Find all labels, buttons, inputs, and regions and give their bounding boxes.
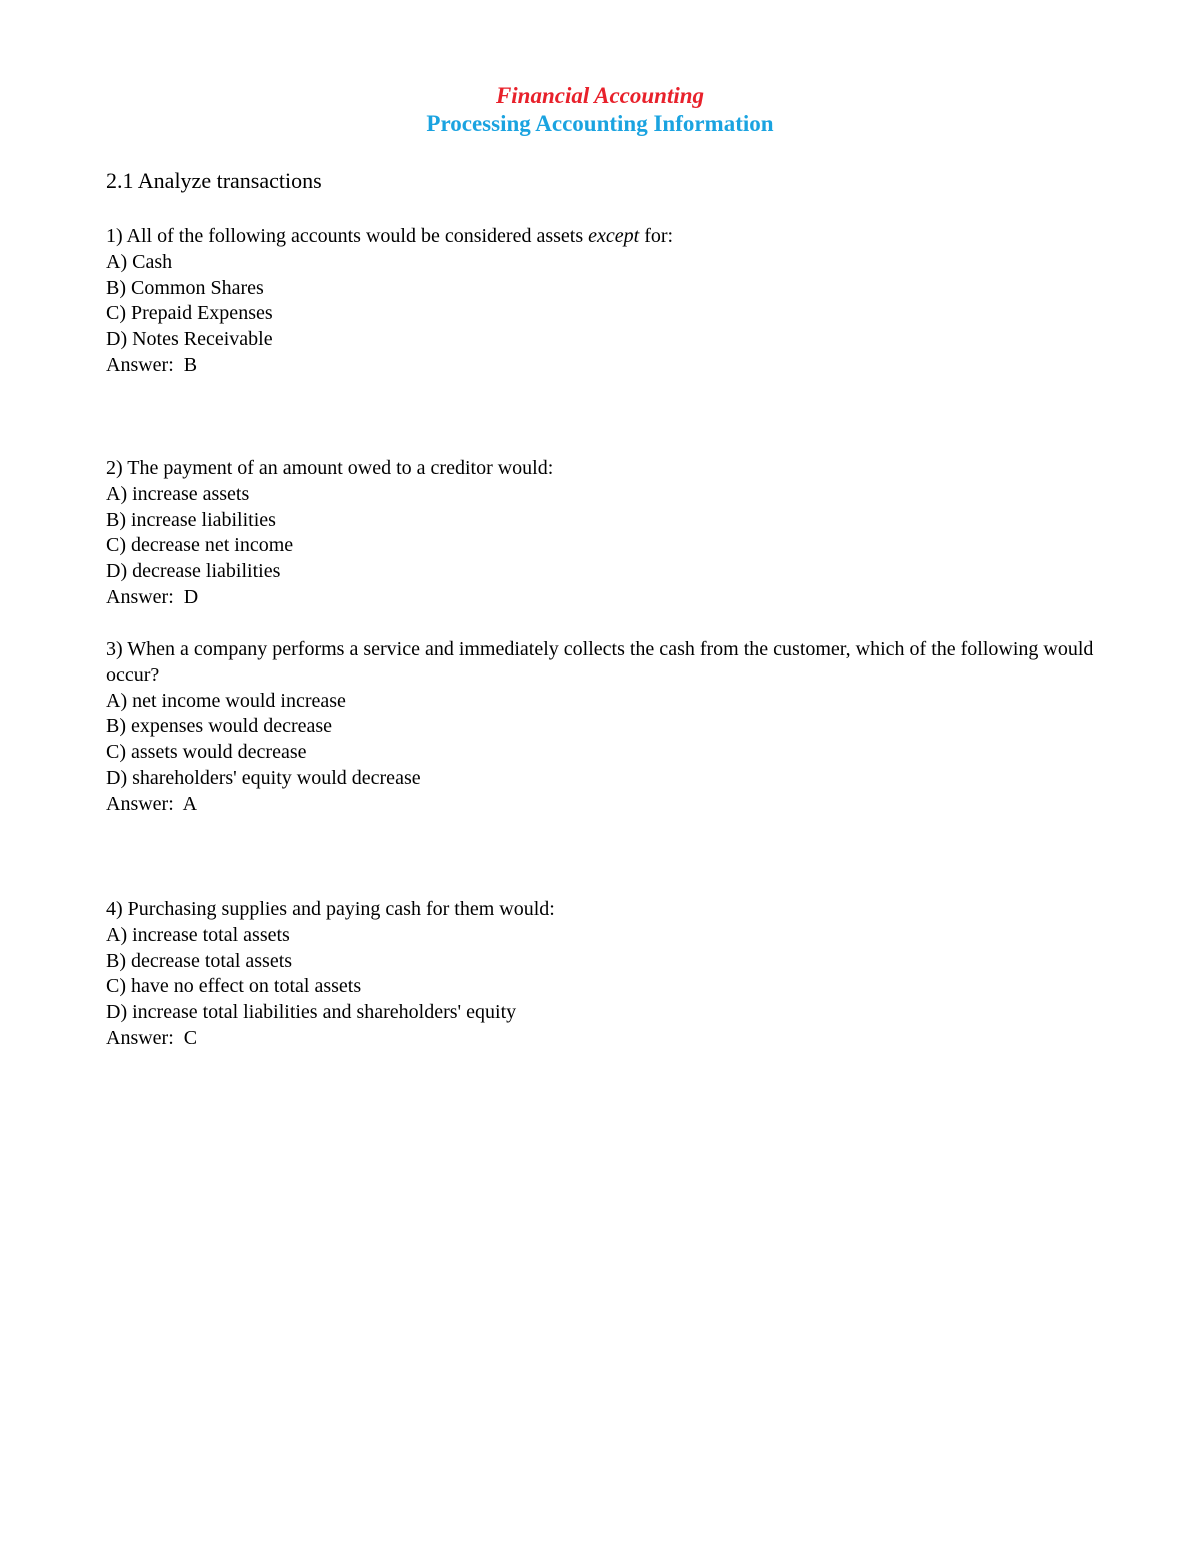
question-1 [106,224,1096,379]
answer-option: C) decrease net income [106,534,294,557]
question-2 [106,456,1096,611]
question-stem: 2) The payment of an amount owed to a creditor would: [106,457,554,479]
answer-option: D) increase total liabilities and shareholders' equity [106,1001,517,1024]
answer-option: A) Cash [106,250,173,273]
question-4 [106,897,1096,1052]
correct-answer: Answer: D [106,585,199,608]
answer-option: D) shareholders' equity would decrease [106,766,421,789]
answer-option: D) Notes Receivable [106,328,273,351]
document-subtitle: Processing Accounting Information [426,111,774,136]
answer-option: B) decrease total assets [106,949,293,972]
correct-answer: Answer: A [106,792,198,815]
answer-option: C) have no effect on total assets [106,975,362,998]
answer-option: A) increase assets [106,482,250,505]
stem-text: 1) All of the following accounts would be considered assets [106,225,589,247]
stem-text-end: for: [639,225,674,247]
answer-option: B) Common Shares [106,276,264,299]
section-heading: 2.1 Analyze transactions [106,168,322,193]
answer-option: A) increase total assets [106,923,290,946]
stem-emphasis: except [588,225,640,247]
correct-answer: Answer: C [106,1026,198,1049]
answer-option: B) increase liabilities [106,508,276,531]
document-title: Financial Accounting [495,83,705,108]
answer-option: D) decrease liabilities [106,560,281,583]
correct-answer: Answer: B [106,353,198,376]
answer-option: C) Prepaid Expenses [106,302,273,325]
question-stem [106,224,1096,250]
question-stem: 3) When a company performs a service and immediately collects the cash from the customer, which of the following would occur? [106,638,1099,686]
question-3 [106,637,1099,818]
answer-option: A) net income would increase [106,689,346,712]
answer-option: C) assets would decrease [106,741,307,764]
question-stem: 4) Purchasing supplies and paying cash for them would: [106,898,555,920]
answer-option: B) expenses would decrease [106,715,333,738]
